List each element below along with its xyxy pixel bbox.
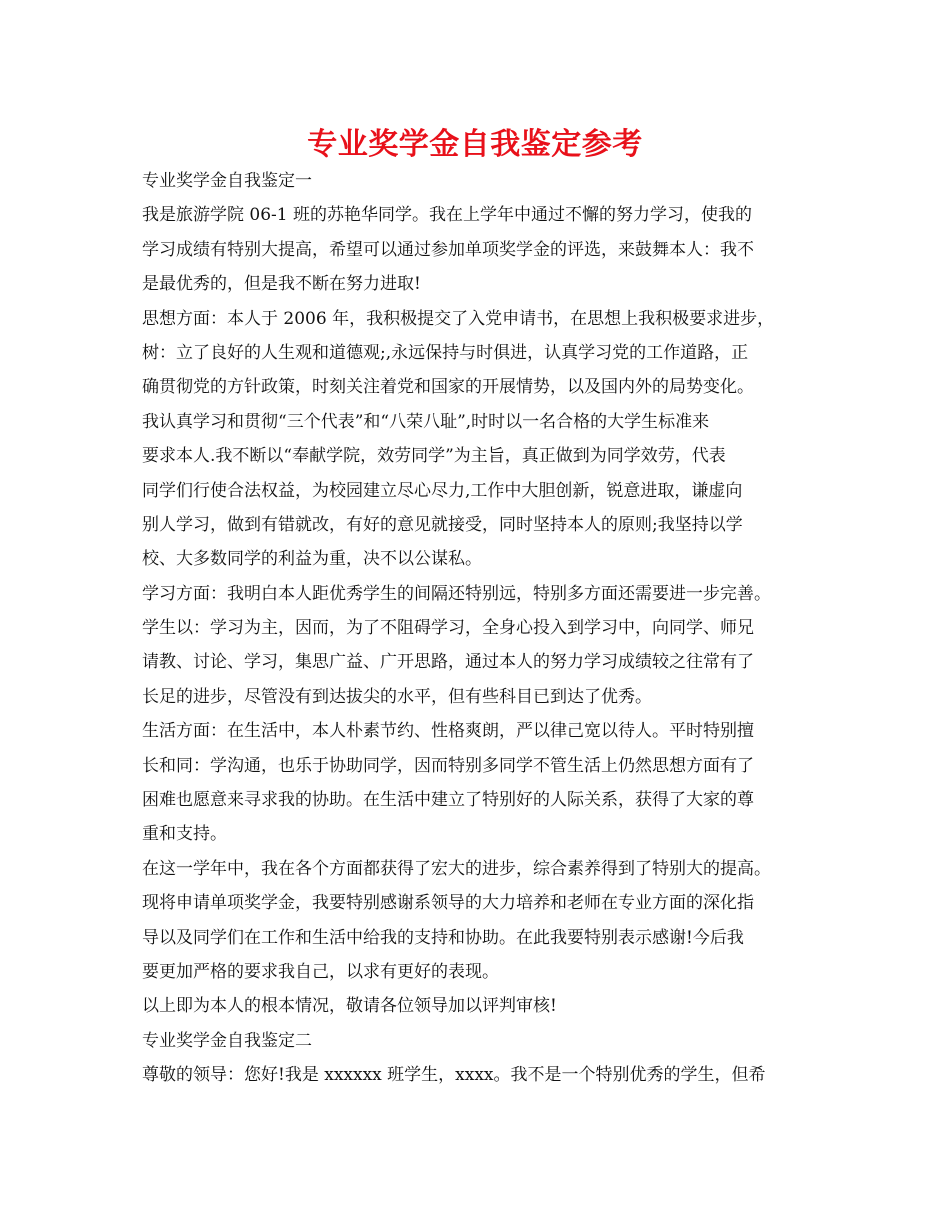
paragraph-line: 在这一学年中，我在各个方面都获得了宏大的进步，综合素养得到了特别大的提高。 <box>142 858 771 879</box>
paragraph-line: 导以及同学们在工作和生活中给我的支持和协助。在此我要特别表示感谢!今后我 <box>142 927 744 948</box>
paragraph-line: 要更加严格的要求我自己，以求有更好的表现。 <box>142 961 499 982</box>
paragraph-line: 别人学习，做到有错就改，有好的意见就接受，同时坚持本人的原则;我坚持以学 <box>142 514 743 535</box>
paragraph-line: 长和同：学沟通，也乐于协助同学，因而特别多同学不管生活上仍然思想方面有了 <box>142 755 754 776</box>
document-body <box>142 164 827 1093</box>
paragraph-line: 以上即为本人的根本情况，敬请各位领导加以评判审核! <box>142 996 557 1017</box>
section-heading-2: 专业奖学金自我鉴定二 <box>142 1030 312 1051</box>
paragraph-line: 思想方面：本人于 2006 年，我积极提交了入党申请书，在思想上我积极要求进步， <box>142 308 775 329</box>
paragraph-line: 同学们行使合法权益，为校园建立尽心尽力,工作中大胆创新，锐意进取，谦虚向 <box>142 480 743 501</box>
paragraph-line: 树：立了良好的人生观和道德观;,永远保持与时俱进，认真学习党的工作道路，正 <box>142 342 749 363</box>
paragraph-line: 我是旅游学院 06-1 班的苏艳华同学。我在上学年中通过不懈的努力学习，使我的 <box>142 205 752 226</box>
paragraph-line: 确贯彻党的方针政策，时刻关注着党和国家的开展情势，以及国内外的局势变化。 <box>142 377 754 398</box>
paragraph-line: 困难也愿意来寻求我的协助。在生活中建立了特别好的人际关系，获得了大家的尊 <box>142 790 754 811</box>
paragraph-line: 生活方面：在生活中，本人朴素节约、性格爽朗，严以律己宽以待人。平时特别擅 <box>142 721 754 742</box>
section-heading-1: 专业奖学金自我鉴定一 <box>142 171 312 191</box>
paragraph-line: 现将申请单项奖学金，我要特别感谢系领导的大力培养和老师在专业方面的深化指 <box>142 893 754 914</box>
document-title: 专业奖学金自我鉴定参考 <box>307 127 643 162</box>
paragraph-line: 长足的进步，尽管没有到达拔尖的水平，但有些科目已到达了优秀。 <box>142 686 652 707</box>
paragraph-line: 学习方面：我明白本人距优秀学生的间隔还特别远，特别多方面还需要进一步完善。 <box>142 583 771 604</box>
paragraph-line: 是最优秀的，但是我不断在努力进取! <box>142 274 421 295</box>
paragraph-line: 学生以：学习为主，因而，为了不阻碍学习，全身心投入到学习中，向同学、师兄 <box>142 618 754 639</box>
paragraph-line: 重和支持。 <box>142 824 227 845</box>
paragraph-line: 校、大多数同学的利益为重，决不以公谋私。 <box>142 549 482 570</box>
paragraph-line: 学习成绩有特别大提高，希望可以通过参加单项奖学金的评选，来鼓舞本人：我不 <box>142 239 754 260</box>
paragraph-line: 我认真学习和贯彻“三个代表”和“八荣八耻”,时时以一名合格的大学生标准来 <box>142 411 710 432</box>
paragraph-line: 要求本人.我不断以“奉献学院，效劳同学”为主旨，真正做到为同学效劳，代表 <box>142 446 726 467</box>
paragraph-line: 尊敬的领导：您好!我是 xxxxxx 班学生，xxxx。我不是一个特别优秀的学生，但希 <box>142 1065 766 1086</box>
paragraph-line: 请教、讨论、学习，集思广益、广开思路，通过本人的努力学习成绩较之往常有了 <box>142 652 754 673</box>
